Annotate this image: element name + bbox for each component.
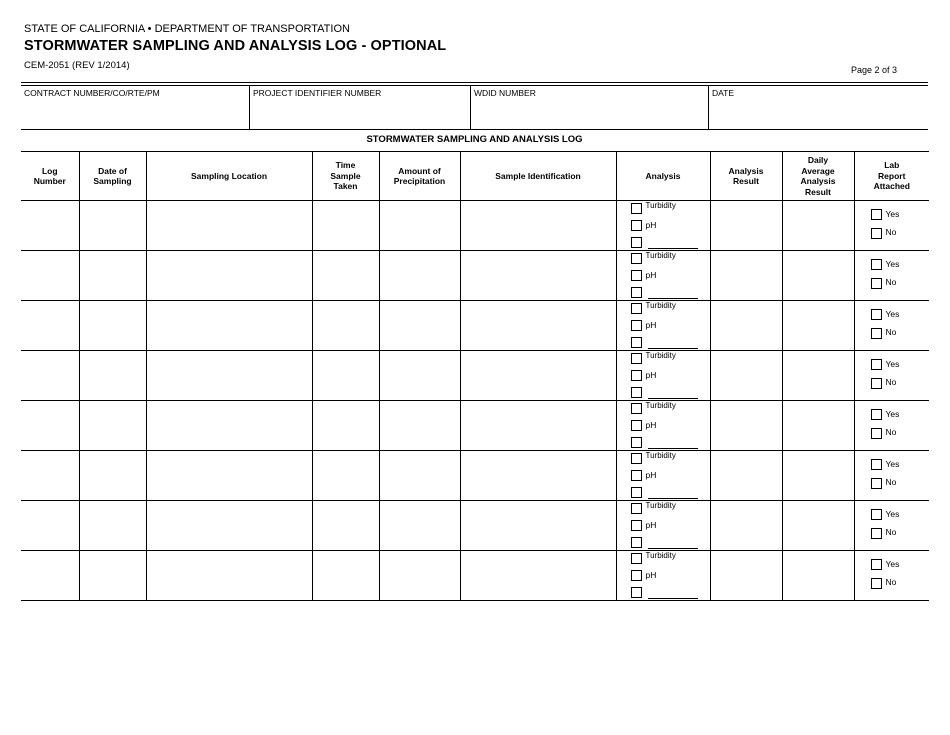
precipitation-cell[interactable] — [379, 251, 460, 301]
form-title: STORMWATER SAMPLING AND ANALYSIS LOG - OPTIONAL — [24, 38, 447, 54]
other-analysis-blank[interactable] — [648, 298, 698, 299]
table-row — [21, 451, 929, 501]
analysis-result-cell[interactable] — [710, 551, 782, 601]
log-number-cell[interactable] — [21, 451, 79, 501]
turbidity-checkbox[interactable] — [631, 353, 642, 364]
location-cell[interactable] — [146, 451, 312, 501]
lab-yes-checkbox[interactable] — [871, 209, 882, 220]
lab-no-label: No — [885, 277, 897, 287]
other-analysis-checkbox[interactable] — [631, 487, 642, 498]
daily-average-cell[interactable] — [782, 551, 854, 601]
other-analysis-blank[interactable] — [648, 598, 698, 599]
turbidity-checkbox[interactable] — [631, 503, 642, 514]
column-header-time-sample-taken: Time Sample Taken — [312, 152, 379, 201]
log-number-cell[interactable] — [21, 301, 79, 351]
agency-line: STATE OF CALIFORNIA • DEPARTMENT OF TRANSPORTATION — [24, 23, 350, 35]
precipitation-cell[interactable] — [379, 351, 460, 401]
lab-yes-checkbox[interactable] — [871, 309, 882, 320]
lab-no-label: No — [885, 477, 897, 487]
table-row — [21, 251, 929, 301]
lab-yes-checkbox[interactable] — [871, 259, 882, 270]
lab-yes-label: Yes — [885, 459, 900, 469]
analysis-cell — [616, 351, 710, 401]
other-analysis-blank[interactable] — [648, 548, 698, 549]
contract-info-row — [21, 86, 928, 129]
date-cell[interactable] — [79, 401, 146, 451]
location-cell[interactable] — [146, 201, 312, 251]
date-cell[interactable] — [79, 201, 146, 251]
time-cell[interactable] — [312, 551, 379, 601]
turbidity-checkbox[interactable] — [631, 203, 642, 214]
other-analysis-checkbox[interactable] — [631, 587, 642, 598]
turbidity-label: Turbidity — [645, 451, 676, 460]
info-bottom-rule — [21, 129, 928, 130]
lab-yes-label: Yes — [885, 209, 900, 219]
other-analysis-checkbox[interactable] — [631, 387, 642, 398]
daily-average-cell[interactable] — [782, 351, 854, 401]
ph-checkbox[interactable] — [631, 270, 642, 281]
precipitation-cell[interactable] — [379, 301, 460, 351]
time-cell[interactable] — [312, 451, 379, 501]
lab-yes-label: Yes — [885, 259, 900, 269]
column-header-lab-report-attached: Lab Report Attached — [854, 152, 929, 201]
date-label: DATE — [712, 88, 735, 98]
lab-report-cell — [854, 301, 929, 351]
precipitation-cell[interactable] — [379, 401, 460, 451]
ph-label: pH — [645, 320, 657, 330]
turbidity-label: Turbidity — [645, 201, 676, 210]
daily-average-cell[interactable] — [782, 451, 854, 501]
analysis-result-cell[interactable] — [710, 451, 782, 501]
time-cell[interactable] — [312, 251, 379, 301]
analysis-cell — [616, 551, 710, 601]
contract-number-label: CONTRACT NUMBER/CO/RTE/PM — [24, 88, 160, 98]
lab-no-label: No — [885, 427, 897, 437]
ph-checkbox[interactable] — [631, 470, 642, 481]
ph-label: pH — [645, 420, 657, 430]
column-header-analysis: Analysis — [616, 152, 710, 201]
analysis-cell — [616, 501, 710, 551]
daily-average-cell[interactable] — [782, 301, 854, 351]
lab-yes-checkbox[interactable] — [871, 559, 882, 570]
analysis-result-cell[interactable] — [710, 351, 782, 401]
time-cell[interactable] — [312, 201, 379, 251]
lab-no-checkbox[interactable] — [871, 278, 882, 289]
lab-no-checkbox[interactable] — [871, 328, 882, 339]
other-analysis-checkbox[interactable] — [631, 287, 642, 298]
log-number-cell[interactable] — [21, 351, 79, 401]
ph-label: pH — [645, 520, 657, 530]
lab-yes-label: Yes — [885, 559, 900, 569]
lab-report-cell — [854, 401, 929, 451]
sample-id-cell[interactable] — [460, 301, 616, 351]
turbidity-checkbox[interactable] — [631, 553, 642, 564]
table-header-row — [21, 152, 929, 201]
analysis-result-cell[interactable] — [710, 501, 782, 551]
turbidity-label: Turbidity — [645, 351, 676, 360]
lab-report-cell — [854, 551, 929, 601]
log-number-cell[interactable] — [21, 251, 79, 301]
lab-yes-label: Yes — [885, 309, 900, 319]
sampling-log-table — [21, 151, 929, 601]
column-header-analysis-result: Analysis Result — [710, 152, 782, 201]
column-header-sample-identification: Sample Identification — [460, 152, 616, 201]
analysis-result-cell[interactable] — [710, 301, 782, 351]
lab-no-checkbox[interactable] — [871, 528, 882, 539]
turbidity-checkbox[interactable] — [631, 453, 642, 464]
precipitation-cell[interactable] — [379, 501, 460, 551]
ph-checkbox[interactable] — [631, 570, 642, 581]
location-cell[interactable] — [146, 501, 312, 551]
column-header-daily-average-analysis-result: Daily Average Analysis Result — [782, 152, 854, 201]
lab-no-label: No — [885, 327, 897, 337]
sample-id-cell[interactable] — [460, 501, 616, 551]
date-cell[interactable] — [79, 351, 146, 401]
lab-no-checkbox[interactable] — [871, 478, 882, 489]
lab-no-label: No — [885, 527, 897, 537]
lab-no-label: No — [885, 227, 897, 237]
time-cell[interactable] — [312, 351, 379, 401]
sample-id-cell[interactable] — [460, 201, 616, 251]
wdid-number-label: WDID NUMBER — [474, 88, 536, 98]
table-row — [21, 301, 929, 351]
date-cell[interactable] — [79, 501, 146, 551]
column-header-log-number: Log Number — [21, 152, 79, 201]
time-cell[interactable] — [312, 501, 379, 551]
analysis-result-cell[interactable] — [710, 251, 782, 301]
location-cell[interactable] — [146, 251, 312, 301]
log-number-cell[interactable] — [21, 401, 79, 451]
sample-id-cell[interactable] — [460, 451, 616, 501]
precipitation-cell[interactable] — [379, 201, 460, 251]
turbidity-label: Turbidity — [645, 501, 676, 510]
lab-report-cell — [854, 501, 929, 551]
column-header-sampling-location: Sampling Location — [146, 152, 312, 201]
lab-no-checkbox[interactable] — [871, 578, 882, 589]
other-analysis-checkbox[interactable] — [631, 437, 642, 448]
date-field[interactable] — [709, 86, 928, 129]
lab-no-checkbox[interactable] — [871, 378, 882, 389]
ph-checkbox[interactable] — [631, 520, 642, 531]
ph-checkbox[interactable] — [631, 370, 642, 381]
daily-average-cell[interactable] — [782, 401, 854, 451]
date-cell[interactable] — [79, 551, 146, 601]
ph-label: pH — [645, 220, 657, 230]
other-analysis-checkbox[interactable] — [631, 537, 642, 548]
turbidity-label: Turbidity — [645, 401, 676, 410]
lab-yes-label: Yes — [885, 509, 900, 519]
lab-no-checkbox[interactable] — [871, 428, 882, 439]
date-cell[interactable] — [79, 451, 146, 501]
lab-yes-checkbox[interactable] — [871, 359, 882, 370]
table-row — [21, 501, 929, 551]
location-cell[interactable] — [146, 351, 312, 401]
lab-yes-label: Yes — [885, 359, 900, 369]
lab-yes-checkbox[interactable] — [871, 459, 882, 470]
analysis-cell — [616, 451, 710, 501]
table-row — [21, 551, 929, 601]
contract-number-field[interactable] — [21, 86, 250, 129]
project-identifier-label: PROJECT IDENTIFIER NUMBER — [253, 88, 382, 98]
lab-yes-label: Yes — [885, 409, 900, 419]
ph-label: pH — [645, 470, 657, 480]
lab-yes-checkbox[interactable] — [871, 509, 882, 520]
sample-id-cell[interactable] — [460, 251, 616, 301]
time-cell[interactable] — [312, 301, 379, 351]
lab-no-label: No — [885, 377, 897, 387]
ph-checkbox[interactable] — [631, 320, 642, 331]
log-number-cell[interactable] — [21, 501, 79, 551]
turbidity-checkbox[interactable] — [631, 303, 642, 314]
ph-label: pH — [645, 370, 657, 380]
other-analysis-blank[interactable] — [648, 248, 698, 249]
location-cell[interactable] — [146, 551, 312, 601]
date-cell[interactable] — [79, 301, 146, 351]
ph-checkbox[interactable] — [631, 420, 642, 431]
other-analysis-blank[interactable] — [648, 348, 698, 349]
lab-no-checkbox[interactable] — [871, 228, 882, 239]
daily-average-cell[interactable] — [782, 501, 854, 551]
daily-average-cell[interactable] — [782, 251, 854, 301]
header-divider — [21, 82, 928, 83]
project-identifier-field[interactable] — [250, 86, 471, 129]
sample-id-cell[interactable] — [460, 551, 616, 601]
column-header-amount-of-precipitation: Amount of Precipitation — [379, 152, 460, 201]
wdid-number-field[interactable] — [471, 86, 709, 129]
analysis-cell — [616, 251, 710, 301]
turbidity-label: Turbidity — [645, 551, 676, 560]
analysis-result-cell[interactable] — [710, 201, 782, 251]
lab-yes-checkbox[interactable] — [871, 409, 882, 420]
lab-report-cell — [854, 251, 929, 301]
table-row — [21, 201, 929, 251]
daily-average-cell[interactable] — [782, 201, 854, 251]
other-analysis-checkbox[interactable] — [631, 337, 642, 348]
analysis-result-cell[interactable] — [710, 401, 782, 451]
lab-report-cell — [854, 351, 929, 401]
analysis-cell — [616, 401, 710, 451]
sample-id-cell[interactable] — [460, 351, 616, 401]
location-cell[interactable] — [146, 401, 312, 451]
page-number: Page 2 of 3 — [851, 65, 898, 75]
other-analysis-blank[interactable] — [648, 448, 698, 449]
time-cell[interactable] — [312, 401, 379, 451]
turbidity-checkbox[interactable] — [631, 253, 642, 264]
lab-report-cell — [854, 201, 929, 251]
lab-report-cell — [854, 451, 929, 501]
precipitation-cell[interactable] — [379, 551, 460, 601]
ph-checkbox[interactable] — [631, 220, 642, 231]
other-analysis-blank[interactable] — [648, 498, 698, 499]
other-analysis-checkbox[interactable] — [631, 237, 642, 248]
table-row — [21, 351, 929, 401]
log-number-cell[interactable] — [21, 201, 79, 251]
other-analysis-blank[interactable] — [648, 398, 698, 399]
analysis-cell — [616, 301, 710, 351]
ph-label: pH — [645, 570, 657, 580]
sample-id-cell[interactable] — [460, 401, 616, 451]
lab-no-label: No — [885, 577, 897, 587]
turbidity-label: Turbidity — [645, 251, 676, 260]
column-header-date-of-sampling: Date of Sampling — [79, 152, 146, 201]
ph-label: pH — [645, 270, 657, 280]
form-number: CEM-2051 (REV 1/2014) — [24, 60, 130, 71]
table-row — [21, 401, 929, 451]
location-cell[interactable] — [146, 301, 312, 351]
turbidity-label: Turbidity — [645, 301, 676, 310]
date-cell[interactable] — [79, 251, 146, 301]
log-number-cell[interactable] — [21, 551, 79, 601]
log-table-title: STORMWATER SAMPLING AND ANALYSIS LOG — [366, 134, 583, 145]
turbidity-checkbox[interactable] — [631, 403, 642, 414]
precipitation-cell[interactable] — [379, 451, 460, 501]
analysis-cell — [616, 201, 710, 251]
